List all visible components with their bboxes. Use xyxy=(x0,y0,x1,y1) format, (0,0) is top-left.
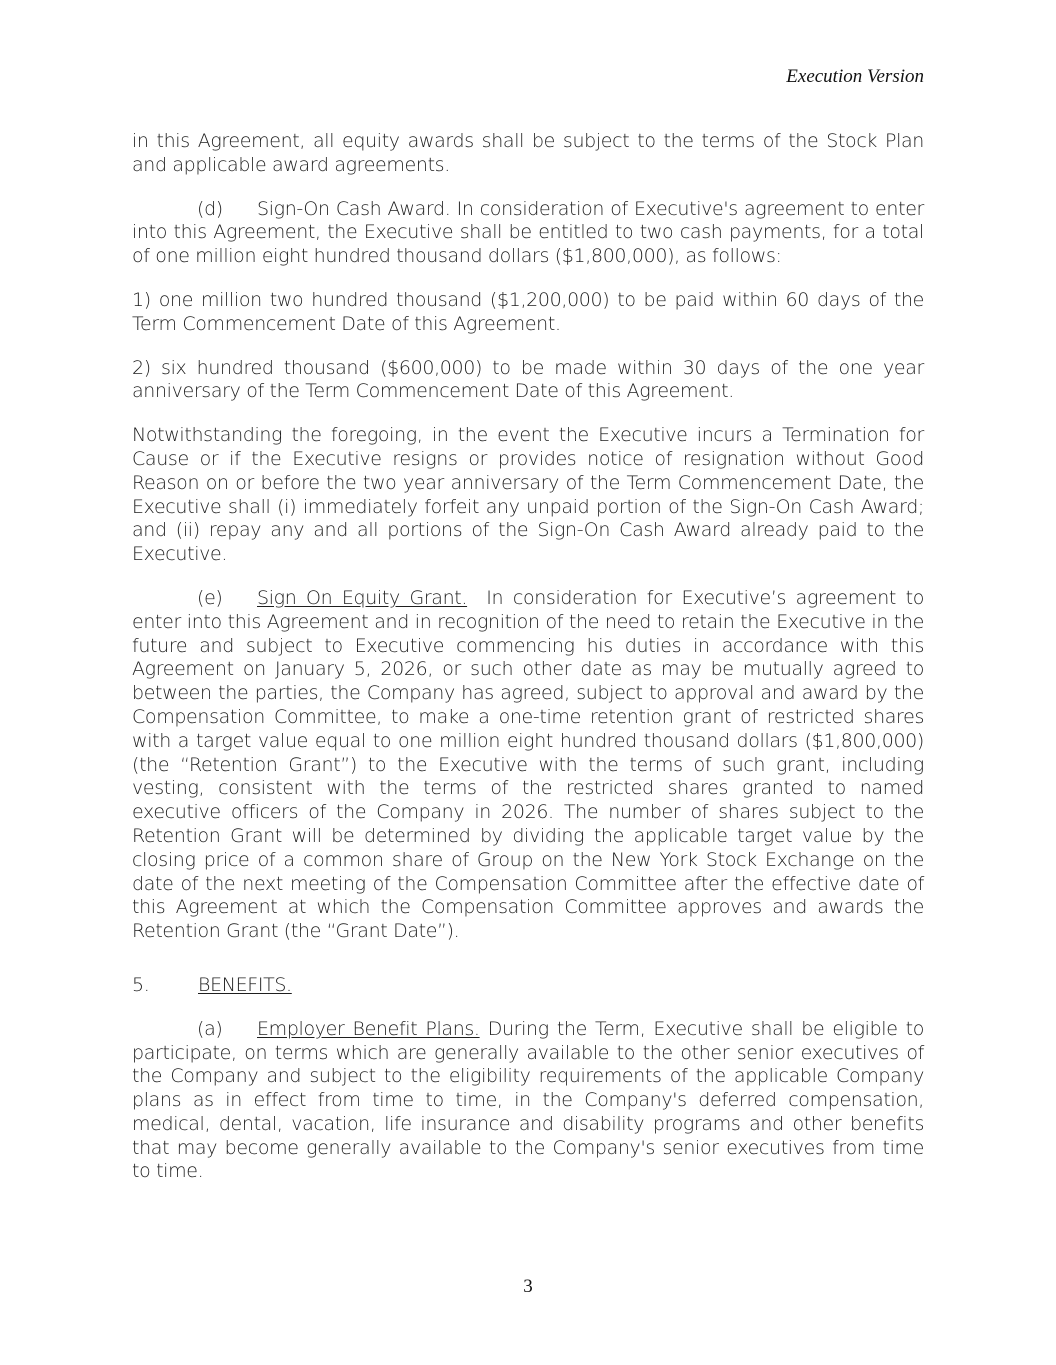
page-number: 3 xyxy=(523,1276,533,1297)
employer-benefit-plans-text: During the Term, Executive shall be eligible to participate, on terms which are generally available to the other senior executives of the Company and subject to the eligibility requirements of the applicable Company plans as in effect from time to time, in the Company's deferred compensation, medical, dental, vacation, life insurance and disability programs and other benefits that may become generally available to the Company's senior executives from time to time. xyxy=(132,1017,924,1183)
clause-label-a: (a) xyxy=(197,1017,223,1040)
sign-on-cash-award-paragraph xyxy=(132,198,924,269)
section-5-heading xyxy=(132,974,924,998)
clause-label-d: (d) xyxy=(197,197,223,220)
intro-paragraph: in this Agreement, all equity awards shall be subject to the terms of the Stock Plan and applicable award agreements. xyxy=(132,130,924,176)
sign-on-equity-grant-title: Sign On Equity Grant. xyxy=(257,586,468,609)
notwithstanding-paragraph: Notwithstanding the foregoing, in the event the Executive incurs a Termination for Cause or if the Executive resigns or provides notice of resignation without Good Reason on or before the two year anniversary of the Term Commencement Date, the Executive shall (i) immediately forfeit any unpaid portion of the Sign-On Cash Award; and (ii) repay any and all portions of the Sign-On Cash Award already paid to the Executive. xyxy=(132,424,924,566)
payment-1-paragraph: 1) one million two hundred thousand ($1,200,000) to be paid within 60 days of the Term Commencement Date of this Agreement. xyxy=(132,288,924,335)
section-5-title: BENEFITS. xyxy=(198,973,292,996)
execution-version-label: Execution Version xyxy=(786,66,924,87)
employer-benefit-plans-title: Employer Benefit Plans. xyxy=(257,1017,480,1040)
employer-benefit-plans-paragraph xyxy=(132,1018,924,1185)
payment-2-paragraph: 2) six hundred thousand ($600,000) to be made within 30 days of the one year anniversary of the Term Commencement Date of this Agreement. xyxy=(132,356,924,403)
sign-on-equity-grant-text: In consideration for Executive’s agreement to enter into this Agreement and in recognition of the need to retain the Executive in the future and subject to Executive commencing his duties in accordance with this Agreement on January 5, 2026, or such other date as may be mutually agreed to between the parties, the Company has agreed, subject to approval and award by the Compensation Committee, to make a one-time retention grant of restricted shares with a target value equal to one million eight hundred thousand dollars ($1,800,000) (the “Retention Grant”) to the Executive with the terms of such grant, including vesting, consistent with the terms of the restricted shares granted to named executive officers of the Company in 2026. The number of shares subject to the Retention Grant will be determined by dividing the applicable target value by the closing price of a common share of Group on the New York Stock Exchange on the date of the next meeting of the Compensation Committee after the effective date of this Agreement at which the Compensation Committee approves and awards the Retention Grant (the “Grant Date”). xyxy=(132,586,924,943)
sign-on-cash-award-text: Sign-On Cash Award. In consideration of Executive's agreement to enter into this Agreement, the Executive shall be entitled to two cash payments, for a total of one million eight hundred thousand dollars ($1,800,000), as follows: xyxy=(132,197,924,268)
sign-on-equity-grant-paragraph xyxy=(132,587,924,944)
section-5-number: 5. xyxy=(132,973,150,996)
clause-label-e: (e) xyxy=(197,586,223,609)
document-body xyxy=(132,130,924,1204)
